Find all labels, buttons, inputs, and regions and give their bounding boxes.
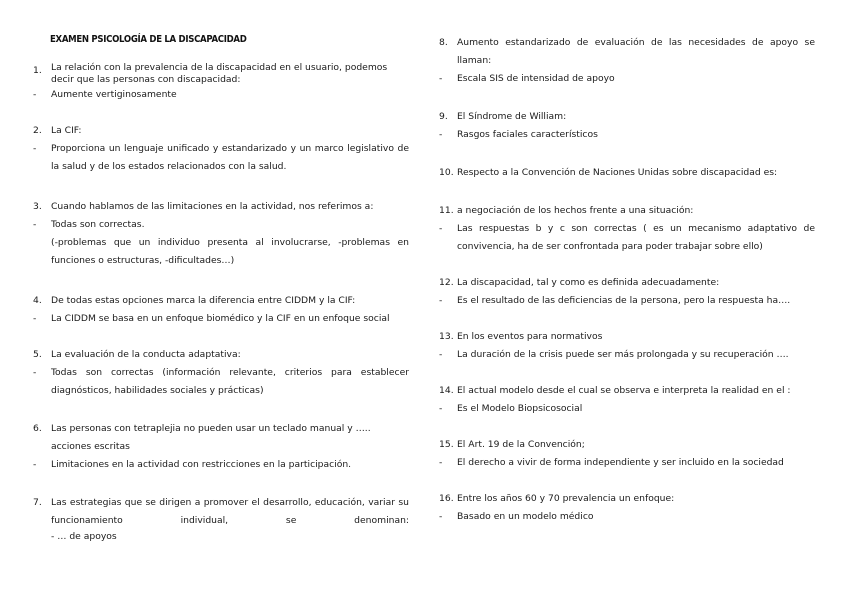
- question-number: 9.: [439, 111, 448, 122]
- question-1: [33, 62, 409, 104]
- question-text: El actual modelo desde el cual se observa e interpreta la realidad en el :: [457, 385, 791, 396]
- answer-text: Es el Modelo Biopsicosocial: [457, 403, 583, 414]
- question-text: El Síndrome de William:: [457, 111, 567, 122]
- question-text: La CIF:: [51, 125, 82, 136]
- question-5: [33, 346, 409, 400]
- answer-dash: -: [33, 367, 37, 378]
- answer-text: Rasgos faciales característicos: [457, 129, 598, 140]
- question-number: 10.: [439, 167, 454, 178]
- answer-dash: -: [439, 511, 443, 522]
- question-13: [439, 328, 815, 364]
- answer-dash: -: [439, 295, 443, 306]
- answer-dash: -: [439, 403, 443, 414]
- answer-dash: -: [33, 143, 37, 154]
- question-text: Cuando hablamos de las limitaciones en la actividad, nos referimos a:: [51, 201, 374, 212]
- answer-dash: -: [33, 459, 37, 470]
- answer-text: Es el resultado de las deficiencias de la persona, pero la respuesta ha….: [457, 295, 791, 306]
- question-12: [439, 274, 815, 310]
- question-text: Respecto a la Convención de Naciones Unidas sobre discapacidad es:: [457, 167, 778, 178]
- question-16: [439, 490, 815, 526]
- question-number: 3.: [33, 201, 42, 212]
- answer-text: La duración de la crisis puede ser más prolongada y su recuperación ….: [457, 349, 789, 360]
- question-number: 1.: [33, 65, 42, 76]
- answer-text: Proporciona un lenguaje unificado y estandarizado y un marco legislativo de la salud y de los estados relacionados con la salud.: [51, 143, 409, 172]
- answer-dash: -: [33, 313, 37, 324]
- left-column: [33, 62, 409, 543]
- question-text: Entre los años 60 y 70 prevalencia un enfoque:: [457, 493, 675, 504]
- question-2: [33, 122, 409, 176]
- question-15: [439, 436, 815, 472]
- question-text: En los eventos para normativos: [457, 331, 603, 342]
- right-column: [439, 34, 815, 526]
- answer-text: Todas son correctas (información relevante, criterios para establecer diagnósticos, habilidades sociales y prácticas): [51, 367, 409, 396]
- question-number: 2.: [33, 125, 42, 136]
- question-number: 7.: [33, 497, 42, 508]
- question-number: 16.: [439, 493, 454, 504]
- answer-text: Aumente vertiginosamente: [51, 89, 177, 100]
- question-number: 4.: [33, 295, 42, 306]
- question-7: [33, 494, 409, 543]
- question-text: De todas estas opciones marca la diferencia entre CIDDM y la CIF:: [51, 295, 356, 306]
- answer-dash: -: [439, 349, 443, 360]
- answer-text: Escala SIS de intensidad de apoyo: [457, 73, 615, 84]
- question-4: [33, 292, 409, 328]
- question-text: La relación con la prevalencia de la discapacidad en el usuario, podemos decir que las personas con discapacidad:: [51, 62, 388, 85]
- answer-dash: -: [439, 129, 443, 140]
- page-title: EXAMEN PSICOLOGÍA DE LA DISCAPACIDAD: [50, 34, 247, 45]
- question-11: [439, 202, 815, 256]
- question-number: 12.: [439, 277, 454, 288]
- question-number: 8.: [439, 37, 448, 48]
- question-number: 13.: [439, 331, 454, 342]
- answer-text: Las respuestas b y c son correctas ( es un mecanismo adaptativo de convivencia, ha de ser confrontada para poder trabajar sobre ello): [457, 223, 815, 252]
- question-text: El Art. 19 de la Convención;: [457, 439, 585, 450]
- answer-dash: -: [439, 457, 443, 468]
- question-10: [439, 164, 815, 182]
- question-text: a negociación de los hechos frente a una situación:: [457, 205, 694, 216]
- question-number: 6.: [33, 423, 42, 434]
- question-number: 5.: [33, 349, 42, 360]
- question-number: 11.: [439, 205, 454, 216]
- answer-dash: -: [439, 73, 443, 84]
- answer-text: Basado en un modelo médico: [457, 511, 594, 522]
- question-14: [439, 382, 815, 418]
- question-6: [33, 420, 409, 474]
- answer-dash: -: [439, 223, 443, 234]
- question-9: [439, 108, 815, 144]
- question-number: 15.: [439, 439, 454, 450]
- answer-dash: -: [33, 219, 37, 230]
- answer-dash: -: [33, 89, 37, 100]
- question-text: La evaluación de la conducta adaptativa:: [51, 349, 241, 360]
- answer-explanation: (-problemas que un individuo presenta al involucrarse, -problemas en funciones o estructuras, -dificultades…): [51, 237, 409, 266]
- question-text: Las personas con tetraplejia no pueden usar un teclado manual y ….. acciones escritas: [51, 423, 371, 452]
- question-8: [439, 34, 815, 88]
- question-3: [33, 198, 409, 270]
- answer-text: Todas son correctas.: [51, 219, 145, 230]
- question-text: La discapacidad, tal y como es definida adecuadamente:: [457, 277, 720, 288]
- answer-text: - … de apoyos: [51, 531, 117, 542]
- question-text: Las estrategias que se dirigen a promover el desarrollo, educación, variar su funcionamiento individual, se denominan:: [51, 497, 409, 526]
- question-text: Aumento estandarizado de evaluación de las necesidades de apoyo se llaman:: [457, 37, 815, 66]
- answer-text: Limitaciones en la actividad con restricciones en la participación.: [51, 459, 352, 470]
- answer-text: La CIDDM se basa en un enfoque biomédico y la CIF en un enfoque social: [51, 313, 390, 324]
- question-number: 14.: [439, 385, 454, 396]
- answer-text: El derecho a vivir de forma independiente y ser incluido en la sociedad: [457, 457, 784, 468]
